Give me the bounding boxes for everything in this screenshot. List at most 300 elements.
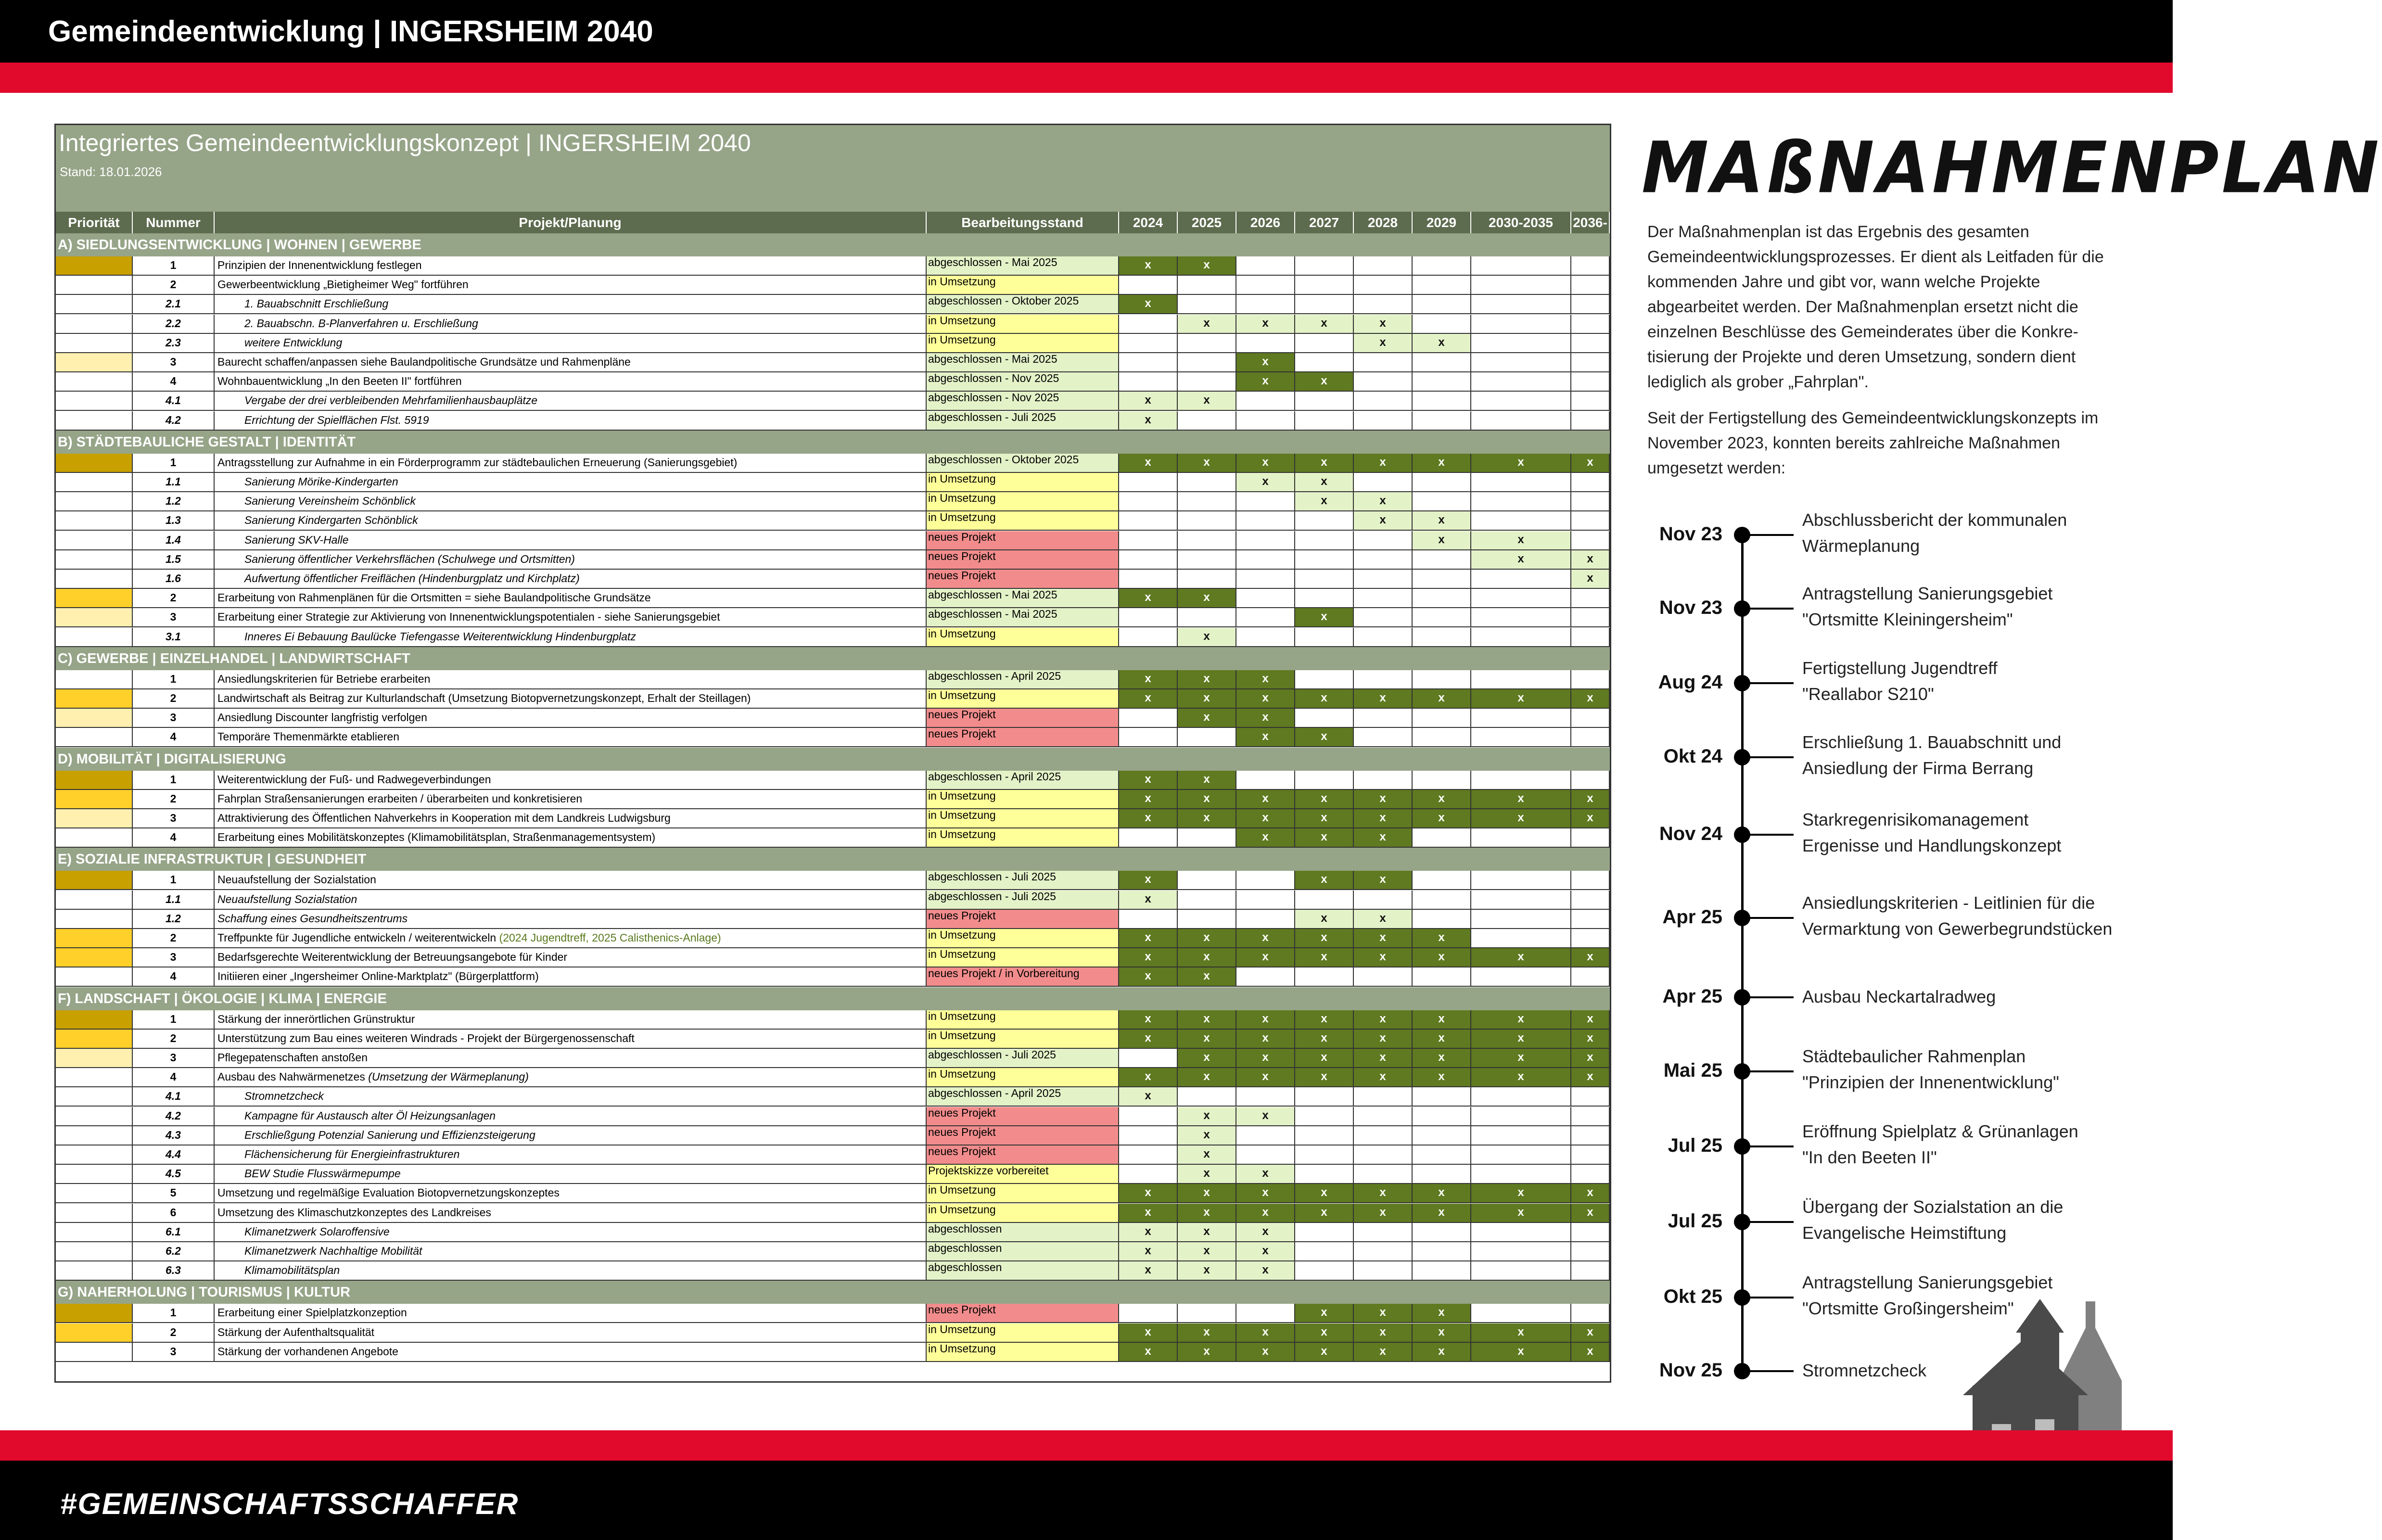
year-cell: x <box>1119 1030 1178 1049</box>
timeline-event-line2: "Ortsmitte Kleiningersheim" <box>1802 610 2013 629</box>
year-cell <box>1178 910 1236 929</box>
status-cell: neues Projekt <box>927 1145 1119 1165</box>
project-cell <box>215 492 927 511</box>
year-cell: x <box>1236 454 1295 473</box>
year-cell <box>1236 967 1295 987</box>
project-label: Gewerbeentwicklung „Bietigheimer Weg" fortführen <box>217 278 469 291</box>
year-cell <box>1471 392 1571 411</box>
project-label: Klimamobilitätsplan <box>244 1264 340 1277</box>
priority-cell <box>56 1068 133 1087</box>
number-cell: 3 <box>133 1049 215 1068</box>
year-cell <box>1295 670 1354 689</box>
project-cell <box>215 1030 927 1049</box>
hashtag: #GEMEINSCHAFTSSCHAFFER <box>60 1488 519 1521</box>
table-row <box>56 550 1610 570</box>
year-cell: x <box>1295 372 1354 392</box>
number-cell: 1.3 <box>133 511 215 531</box>
status-cell: in Umsetzung <box>927 628 1119 647</box>
year-cell: x <box>1295 1068 1354 1087</box>
year-cell: x <box>1354 809 1413 828</box>
table-title: Integriertes Gemeindeentwicklungskonzept | INGERSHEIM 2040 <box>59 129 751 156</box>
year-cell: x <box>1236 1010 1295 1030</box>
priority-cell <box>56 1165 133 1184</box>
project-cell <box>215 1242 927 1261</box>
project-label: Sanierung Kindergarten Schönblick <box>244 514 418 527</box>
year-cell <box>1471 1126 1571 1145</box>
year-cell: x <box>1295 728 1354 747</box>
year-cell <box>1295 256 1354 276</box>
project-label: Baurecht schaffen/anpassen siehe Baulandpolitische Grundsätze und Rahmenpläne <box>217 356 631 368</box>
number-cell: 5 <box>133 1184 215 1203</box>
year-cell <box>1178 728 1236 747</box>
timeline-connector <box>1749 1145 1794 1147</box>
project-cell <box>215 771 927 790</box>
year-cell: x <box>1236 929 1295 948</box>
priority-cell <box>56 334 133 353</box>
year-cell <box>1178 608 1236 627</box>
status-cell: neues Projekt <box>927 1107 1119 1126</box>
year-cell <box>1471 670 1571 689</box>
year-cell <box>1471 709 1571 728</box>
year-cell: x <box>1178 315 1236 334</box>
year-cell <box>1119 1126 1178 1145</box>
year-cell: x <box>1236 728 1295 747</box>
year-cell: x <box>1295 492 1354 511</box>
year-cell: x <box>1178 809 1236 828</box>
year-cell: x <box>1178 670 1236 689</box>
timeline-event <box>1802 1194 2139 1246</box>
year-cell: x <box>1236 670 1295 689</box>
column-header: 2028 <box>1354 212 1413 233</box>
year-cell: x <box>1413 334 1471 353</box>
year-cell <box>1295 550 1354 570</box>
year-cell <box>1236 334 1295 353</box>
year-cell <box>1119 531 1178 550</box>
year-cell: x <box>1471 550 1571 570</box>
year-cell <box>1571 910 1610 929</box>
number-cell: 6.3 <box>133 1261 215 1281</box>
year-cell <box>1236 276 1295 295</box>
year-cell: x <box>1571 689 1610 709</box>
year-cell: x <box>1354 689 1413 709</box>
section-header: C) GEWERBE | EINZELHANDEL | LANDWIRTSCHAFT <box>56 647 1610 670</box>
year-cell <box>1354 276 1413 295</box>
year-cell: x <box>1178 1068 1236 1087</box>
year-cell <box>1354 771 1413 790</box>
year-cell <box>1178 531 1236 550</box>
year-cell <box>1295 967 1354 987</box>
year-cell <box>1413 392 1471 411</box>
year-cell: x <box>1295 1049 1354 1068</box>
year-cell: x <box>1413 1304 1471 1323</box>
priority-cell <box>56 1223 133 1242</box>
status-cell: abgeschlossen - Oktober 2025 <box>927 454 1119 473</box>
year-cell: x <box>1354 1068 1413 1087</box>
status-cell: in Umsetzung <box>927 1010 1119 1030</box>
year-cell: x <box>1119 670 1178 689</box>
number-cell: 4.1 <box>133 392 215 411</box>
year-cell: x <box>1354 1304 1413 1323</box>
project-cell <box>215 628 927 647</box>
year-cell <box>1571 334 1610 353</box>
year-cell <box>1354 353 1413 372</box>
project-label: Ausbau des Nahwärmenetzes <box>217 1070 365 1083</box>
table-row <box>56 891 1610 910</box>
year-cell: x <box>1471 531 1571 550</box>
status-cell: abgeschlossen - Mai 2025 <box>927 353 1119 372</box>
timeline-connector <box>1749 1221 1794 1223</box>
project-label: Schaffung eines Gesundheitszentrums <box>217 912 408 925</box>
project-label: Fahrplan Straßensanierungen erarbeiten / überarbeiten und konkretisieren <box>217 792 583 805</box>
year-cell: x <box>1471 1343 1571 1362</box>
status-cell: abgeschlossen - Mai 2025 <box>927 608 1119 627</box>
year-cell <box>1354 256 1413 276</box>
year-cell: x <box>1413 1204 1471 1223</box>
year-cell <box>1571 1107 1610 1126</box>
year-cell <box>1354 372 1413 392</box>
timeline-connector <box>1749 1070 1794 1072</box>
project-cell <box>215 1126 927 1145</box>
project-cell <box>215 315 927 334</box>
year-cell <box>1471 828 1571 848</box>
year-cell <box>1571 1242 1610 1261</box>
year-cell <box>1471 570 1571 589</box>
year-cell <box>1178 828 1236 848</box>
status-cell: in Umsetzung <box>927 948 1119 967</box>
year-cell <box>1571 967 1610 987</box>
year-cell <box>1236 771 1295 790</box>
column-header: 2029 <box>1413 212 1471 233</box>
year-cell: x <box>1413 1049 1471 1068</box>
year-cell <box>1471 1261 1571 1281</box>
priority-cell <box>56 392 133 411</box>
priority-cell <box>56 353 133 372</box>
table-row <box>56 1126 1610 1145</box>
year-cell: x <box>1178 1242 1236 1261</box>
timeline-event <box>1802 507 2139 559</box>
year-cell <box>1119 828 1178 848</box>
project-cell <box>215 948 927 967</box>
project-label: Sanierung Vereinsheim Schönblick <box>244 495 416 508</box>
year-cell <box>1471 871 1571 890</box>
table-row <box>56 392 1610 411</box>
timeline-event-line2: "Ortsmitte Großingersheim" <box>1802 1298 2014 1318</box>
number-cell: 1.6 <box>133 570 215 589</box>
project-label: BEW Studie Flusswärmepumpe <box>244 1167 401 1180</box>
project-label: Sanierung öffentlicher Verkehrsflächen (Schulwege und Ortsmitten) <box>244 552 575 565</box>
timeline-connector <box>1749 682 1794 684</box>
project-cell <box>215 511 927 531</box>
project-label: Aufwertung öffentlicher Freiflächen (Hindenburgplatz und Kirchplatz) <box>244 572 580 585</box>
year-cell: x <box>1571 948 1610 967</box>
year-cell: x <box>1471 1324 1571 1343</box>
year-cell <box>1571 891 1610 910</box>
year-cell <box>1413 670 1471 689</box>
number-cell: 2 <box>133 1324 215 1343</box>
number-cell: 4.2 <box>133 411 215 431</box>
year-cell <box>1471 492 1571 511</box>
year-cell <box>1413 709 1471 728</box>
priority-cell <box>56 454 133 473</box>
year-cell <box>1571 392 1610 411</box>
year-cell <box>1471 334 1571 353</box>
status-cell: in Umsetzung <box>927 809 1119 828</box>
year-cell <box>1295 531 1354 550</box>
year-cell: x <box>1413 929 1471 948</box>
number-cell: 4.5 <box>133 1165 215 1184</box>
year-cell <box>1119 315 1178 334</box>
year-cell <box>1413 550 1471 570</box>
project-cell <box>215 809 927 828</box>
priority-cell <box>56 891 133 910</box>
number-cell: 2 <box>133 589 215 608</box>
status-cell: in Umsetzung <box>927 689 1119 709</box>
project-cell <box>215 1204 927 1223</box>
timeline-date: Aug 24 <box>1658 672 1722 693</box>
year-cell: x <box>1178 929 1236 948</box>
column-header: 2026 <box>1236 212 1295 233</box>
year-cell: x <box>1571 1343 1610 1362</box>
year-cell: x <box>1178 1324 1236 1343</box>
status-cell: abgeschlossen - Juli 2025 <box>927 891 1119 910</box>
timeline-event <box>1802 890 2139 942</box>
year-cell: x <box>1178 1049 1236 1068</box>
project-cell <box>215 276 927 295</box>
number-cell: 3 <box>133 1343 215 1362</box>
column-header: 2036- <box>1571 212 1610 233</box>
year-cell <box>1295 392 1354 411</box>
year-cell: x <box>1119 295 1178 314</box>
number-cell: 1 <box>133 771 215 790</box>
priority-cell <box>56 1126 133 1145</box>
section-header: F) LANDSCHAFT | ÖKOLOGIE | KLIMA | ENERGIE <box>56 987 1610 1010</box>
number-cell: 2 <box>133 1030 215 1049</box>
status-cell: neues Projekt <box>927 728 1119 747</box>
year-cell: x <box>1354 511 1413 531</box>
priority-cell <box>56 372 133 392</box>
year-cell <box>1354 1223 1413 1242</box>
number-cell: 1.1 <box>133 473 215 492</box>
status-cell: in Umsetzung <box>927 315 1119 334</box>
timeline-dot <box>1734 989 1750 1005</box>
year-cell <box>1178 334 1236 353</box>
year-cell: x <box>1413 1324 1471 1343</box>
status-cell: abgeschlossen <box>927 1223 1119 1242</box>
year-cell: x <box>1119 1324 1178 1343</box>
project-label: 1. Bauabschnitt Erschließung <box>244 297 389 310</box>
project-cell <box>215 334 927 353</box>
year-cell: x <box>1119 1343 1178 1362</box>
year-cell <box>1354 550 1413 570</box>
timeline-event-line1: Starkregenrisikomanagement <box>1802 810 2029 829</box>
year-cell <box>1119 276 1178 295</box>
year-cell <box>1571 1261 1610 1281</box>
project-label: Stärkung der innerörtlichen Grünstruktur <box>217 1012 415 1025</box>
year-cell: x <box>1236 689 1295 709</box>
year-cell: x <box>1354 828 1413 848</box>
year-cell <box>1119 1107 1178 1126</box>
timeline-date: Nov 25 <box>1659 1360 1722 1381</box>
project-cell <box>215 1107 927 1126</box>
timeline-connector <box>1749 608 1794 610</box>
year-cell <box>1178 473 1236 492</box>
project-label: Erarbeitung von Rahmenplänen für die Ortsmitten = siehe Baulandpolitische Grundsätze <box>217 591 651 604</box>
year-cell <box>1354 670 1413 689</box>
priority-cell <box>56 1145 133 1165</box>
year-cell <box>1413 967 1471 987</box>
status-cell: in Umsetzung <box>927 1343 1119 1362</box>
priority-cell <box>56 1304 133 1323</box>
year-cell <box>1354 1126 1413 1145</box>
status-cell: neues Projekt <box>927 1126 1119 1145</box>
year-cell <box>1413 910 1471 929</box>
table-row <box>56 1184 1610 1203</box>
year-cell: x <box>1571 1184 1610 1203</box>
number-cell: 1 <box>133 256 215 276</box>
year-cell: x <box>1571 1010 1610 1030</box>
year-cell <box>1295 891 1354 910</box>
project-label: Umsetzung des Klimaschutzkonzeptes des Landkreises <box>217 1206 491 1219</box>
project-label: Stromnetzcheck <box>244 1090 324 1103</box>
year-cell: x <box>1119 771 1178 790</box>
timeline-event-line2: Ansiedlung der Firma Berrang <box>1802 758 2034 778</box>
number-cell: 4.2 <box>133 1107 215 1126</box>
table-row <box>56 967 1610 987</box>
year-cell: x <box>1236 1068 1295 1087</box>
year-cell: x <box>1354 1010 1413 1030</box>
project-cell <box>215 709 927 728</box>
year-cell: x <box>1471 948 1571 967</box>
year-cell: x <box>1119 790 1178 809</box>
priority-cell <box>56 1107 133 1126</box>
project-cell <box>215 1261 927 1281</box>
year-cell: x <box>1119 689 1178 709</box>
year-cell <box>1471 511 1571 531</box>
year-cell: x <box>1236 1204 1295 1223</box>
year-cell <box>1413 828 1471 848</box>
year-cell: x <box>1236 1030 1295 1049</box>
year-cell: x <box>1295 828 1354 848</box>
project-label: Ansiedlung Discounter langfristig verfolgen <box>217 711 427 724</box>
year-cell: x <box>1295 1324 1354 1343</box>
bottom-accent-stripe <box>0 1430 2173 1461</box>
year-cell: x <box>1178 589 1236 608</box>
table-row <box>56 473 1610 492</box>
year-cell: x <box>1178 1223 1236 1242</box>
priority-cell <box>56 1010 133 1030</box>
year-cell: x <box>1295 1030 1354 1049</box>
year-cell <box>1571 411 1610 431</box>
project-label: Bedarfsgerechte Weiterentwicklung der Betreuungsangebote für Kinder <box>217 951 568 964</box>
timeline-line <box>1741 534 1744 1374</box>
year-cell <box>1119 1145 1178 1165</box>
project-cell <box>215 1087 927 1107</box>
priority-cell <box>56 809 133 828</box>
year-cell: x <box>1236 315 1295 334</box>
year-cell: x <box>1471 1010 1571 1030</box>
year-cell <box>1571 531 1610 550</box>
year-cell <box>1571 929 1610 948</box>
status-cell: in Umsetzung <box>927 276 1119 295</box>
year-cell <box>1571 608 1610 627</box>
status-cell: abgeschlossen <box>927 1242 1119 1261</box>
year-cell: x <box>1236 709 1295 728</box>
year-cell <box>1178 511 1236 531</box>
status-cell: abgeschlossen - Mai 2025 <box>927 256 1119 276</box>
table-row <box>56 1343 1610 1362</box>
year-cell: x <box>1178 1030 1236 1049</box>
project-label: Attraktivierung des Öffentlichen Nahverkehrs in Kooperation mit dem Landkreis Ludwigsburg <box>217 812 671 824</box>
year-cell: x <box>1571 1068 1610 1087</box>
table-row <box>56 1324 1610 1343</box>
timeline-event-line2: "Reallabor S210" <box>1802 684 1934 704</box>
timeline-date: Apr 25 <box>1662 906 1722 928</box>
year-cell <box>1471 891 1571 910</box>
year-cell: x <box>1236 1324 1295 1343</box>
project-label: Stärkung der vorhandenen Angebote <box>217 1345 398 1358</box>
status-cell: in Umsetzung <box>927 929 1119 948</box>
table-row <box>56 809 1610 828</box>
project-cell <box>215 454 927 473</box>
number-cell: 2 <box>133 790 215 809</box>
year-cell: x <box>1295 1184 1354 1203</box>
column-header: Projekt/Planung <box>215 212 927 233</box>
priority-cell <box>56 689 133 709</box>
year-cell: x <box>1413 1068 1471 1087</box>
year-cell: x <box>1354 948 1413 967</box>
year-cell <box>1471 967 1571 987</box>
year-cell: x <box>1354 1324 1413 1343</box>
project-label: Neuaufstellung der Sozialstation <box>217 873 376 886</box>
project-label: Flächensicherung für Energieinfrastrukturen <box>244 1148 460 1160</box>
table-row <box>56 1010 1610 1030</box>
year-cell: x <box>1178 948 1236 967</box>
table-row <box>56 1145 1610 1165</box>
year-cell <box>1119 709 1178 728</box>
project-label: Sanierung SKV-Halle <box>244 533 349 546</box>
year-cell: x <box>1471 1184 1571 1203</box>
year-cell <box>1354 709 1413 728</box>
project-cell <box>215 929 927 948</box>
table-row <box>56 492 1610 511</box>
table-row <box>56 276 1610 295</box>
table-row <box>56 910 1610 929</box>
priority-cell <box>56 1184 133 1203</box>
year-cell <box>1471 910 1571 929</box>
status-cell: abgeschlossen - Nov 2025 <box>927 392 1119 411</box>
year-cell <box>1295 1165 1354 1184</box>
year-cell <box>1236 295 1295 314</box>
project-cell <box>215 1324 927 1343</box>
number-cell: 6.1 <box>133 1223 215 1242</box>
timeline-event-line2: "In den Beeten II" <box>1802 1147 1937 1167</box>
year-cell <box>1471 1087 1571 1107</box>
year-cell: x <box>1413 1030 1471 1049</box>
number-cell: 4.4 <box>133 1145 215 1165</box>
project-label: Temporäre Themenmärkte etablieren <box>217 730 399 743</box>
priority-cell <box>56 670 133 689</box>
number-cell: 1.4 <box>133 531 215 550</box>
year-cell <box>1236 256 1295 276</box>
number-cell: 4 <box>133 1068 215 1087</box>
project-label: Inneres Ei Bebauung Baulücke Tiefengasse Weiterentwicklung Hindenburgplatz <box>244 630 636 643</box>
year-cell: x <box>1178 1145 1236 1165</box>
year-cell <box>1236 1126 1295 1145</box>
year-cell <box>1236 492 1295 511</box>
year-cell <box>1413 608 1471 627</box>
year-cell: x <box>1236 790 1295 809</box>
table-row <box>56 1204 1610 1223</box>
